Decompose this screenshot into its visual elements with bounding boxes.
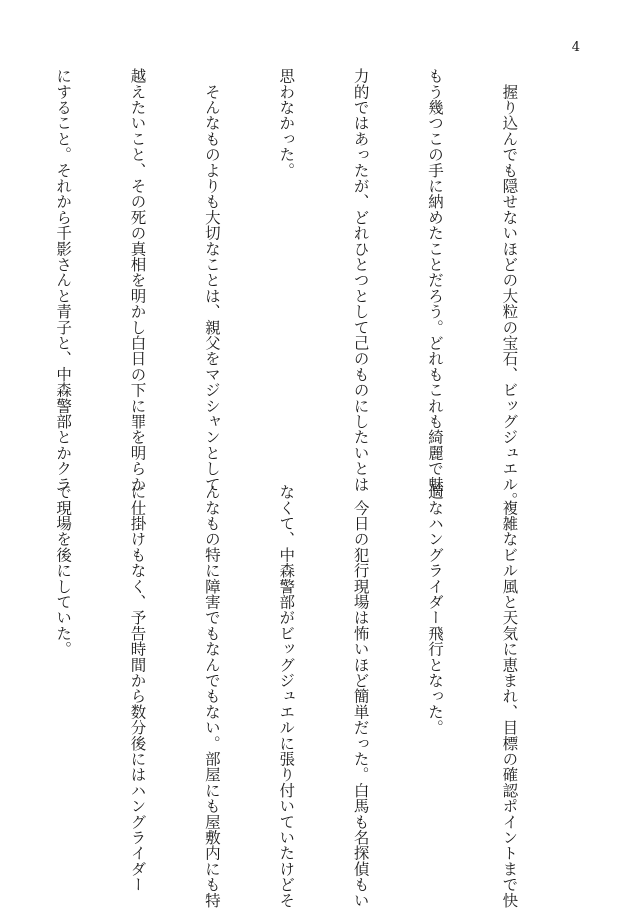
text-column: なくて、中森警部がビッグジュエルに張り付いていたけどそ [277, 484, 296, 908]
text-block-top [0, 68, 571, 508]
text-column: 複雑なビル風と天気に恵まれ、目標の確認ポイントまで快 [500, 484, 519, 908]
text-column: 握り込んでも隠せないほどの大粒の宝石、ビッグジュエル。 [500, 68, 519, 508]
text-column: にすること。それから千影さんと青子と、中森警部とかクラ [54, 68, 73, 492]
text-column: 越えたいこと、その死の真相を明かし白日の下に罪を明らか [128, 68, 147, 492]
text-column: もう幾つこの手に納めたことだろう。どれもこれも綺麗で魅 [426, 68, 445, 492]
text-column-blank [0, 484, 1, 860]
text-column: そんなものよりも大切なことは、親父をマジシャンとして [202, 68, 221, 492]
text-column: 思わなかった。 [277, 68, 296, 178]
text-column: 適なハングライダー飛行となった。 [426, 484, 445, 736]
text-column: 今日の犯行現場は怖いほど簡単だった。白馬も名探偵もい [351, 484, 370, 908]
text-block-bottom [0, 484, 571, 908]
text-column [0, 68, 1, 456]
text-column: んなもの特に障害でもなんでもない。部屋にも屋敷内にも特 [202, 484, 221, 908]
page-number: 4 [571, 40, 580, 55]
text-column: に仕掛けもなく、予告時間から数分後にはハングライダー [128, 484, 147, 893]
text-column: 力的ではあったが、どれひとつとして己のものにしたいとは [351, 68, 370, 492]
text-column: で現場を後にしていた。 [54, 484, 73, 657]
